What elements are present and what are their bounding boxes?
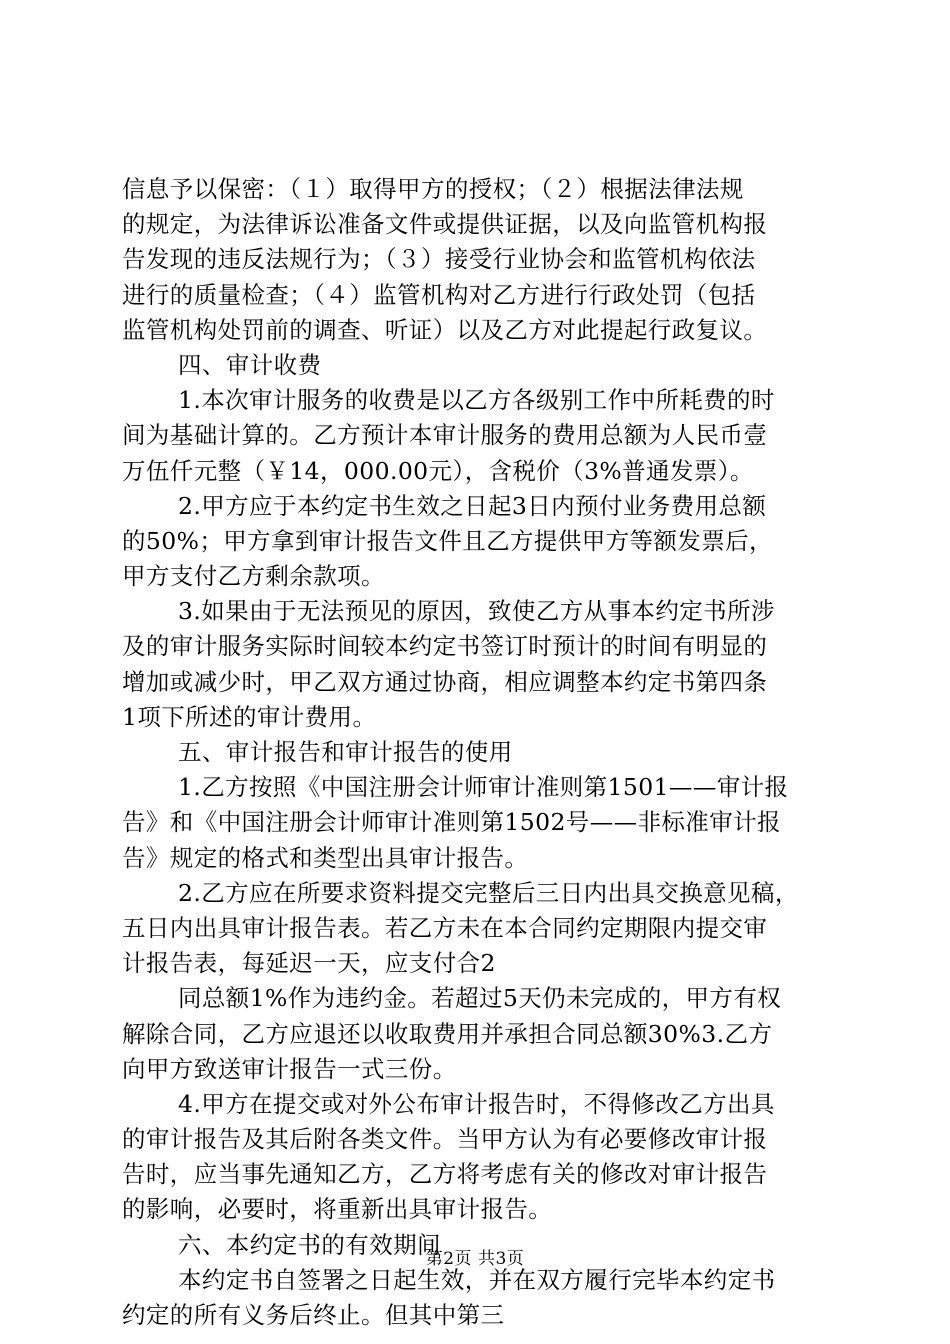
text-line: 五、审计报告和审计报告的使用	[178, 738, 513, 766]
text-line: 甲方支付乙方剩余款项。	[122, 562, 385, 591]
text-line: 本约定书自签署之日起生效，并在双方履行完毕本约定书	[178, 1265, 776, 1294]
text-line: 的影响，必要时，将重新出具审计报告。	[122, 1195, 553, 1224]
text-line: 2.甲方应于本约定书生效之日起3日内预付业务费用总额	[178, 491, 767, 520]
text-line: 3.如果由于无法预见的原因，致使乙方从事本约定书所涉	[178, 597, 775, 626]
text-line: 间为基础计算的。乙方预计本审计服务的费用总额为人民币壹	[122, 421, 768, 450]
text-line: 告》和《中国注册会计师审计准则第1502号——非标准审计报	[122, 808, 781, 837]
text-line: 1.乙方按照《中国注册会计师审计准则第1501——审计报	[178, 773, 789, 802]
text-line: 的50%；甲方拿到审计报告文件且乙方提供甲方等额发票后，	[122, 526, 773, 555]
document-body	[122, 172, 842, 1333]
text-line: 1项下所述的审计费用。	[122, 702, 377, 731]
text-line: 万伍仟元整（￥14，000.00元），含税价（3%普通发票）。	[122, 456, 754, 485]
text-line: 解除合同，乙方应退还以收取费用并承担合同总额30%3.乙方	[122, 1019, 773, 1048]
text-line: 告发现的违反法规行为；（３）接受行业协会和监管机构依法	[122, 245, 756, 274]
text-line: 监管机构处罚前的调查、听证）以及乙方对此提起行政复议。	[122, 315, 768, 344]
text-line: 进行的质量检查；（４）监管机构对乙方进行行政处罚（包括	[122, 280, 756, 309]
text-line: 约定的所有义务后终止。但其中第三	[122, 1301, 505, 1329]
text-line: 向甲方致送审计报告一式三份。	[122, 1054, 457, 1083]
text-line: 信息予以保密：（１）取得甲方的授权；（２）根据法律法规	[122, 175, 744, 203]
text-line: 2.乙方应在所要求资料提交完整后三日内出具交换意见稿，	[178, 878, 799, 907]
text-line: 五日内出具审计报告表。若乙方未在本合同约定期限内提交审	[122, 913, 768, 942]
text-line: 六、本约定书的有效期间	[178, 1230, 441, 1259]
text-line: 告》规定的格式和类型出具审计报告。	[122, 843, 529, 872]
text-line: 同总额1%作为违约金。若超过5天仍未完成的，甲方有权	[178, 984, 782, 1013]
text-line: 4.甲方在提交或对外公布审计报告时，不得修改乙方出具	[178, 1089, 775, 1118]
text-line: 1.本次审计服务的收费是以乙方各级别工作中所耗费的时	[178, 386, 775, 415]
text-line: 的规定，为法律诉讼准备文件或提供证据，以及向监管机构报	[122, 210, 768, 239]
text-line: 告时，应当事先通知乙方，乙方将考虑有关的修改对审计报告	[122, 1160, 768, 1189]
text-line: 计报告表，每延迟一天，应支付合2	[122, 949, 496, 978]
text-line: 增加或减少时，甲乙双方通过协商，相应调整本约定书第四条	[122, 667, 768, 696]
page-footer: 第2页 共3页	[425, 1249, 525, 1269]
text-line: 及的审计服务实际时间较本约定书签订时预计的时间有明显的	[122, 632, 768, 661]
text-line: 四、审计收费	[178, 350, 322, 379]
text-line: 的审计报告及其后附各类文件。当甲方认为有必要修改审计报	[122, 1125, 768, 1154]
